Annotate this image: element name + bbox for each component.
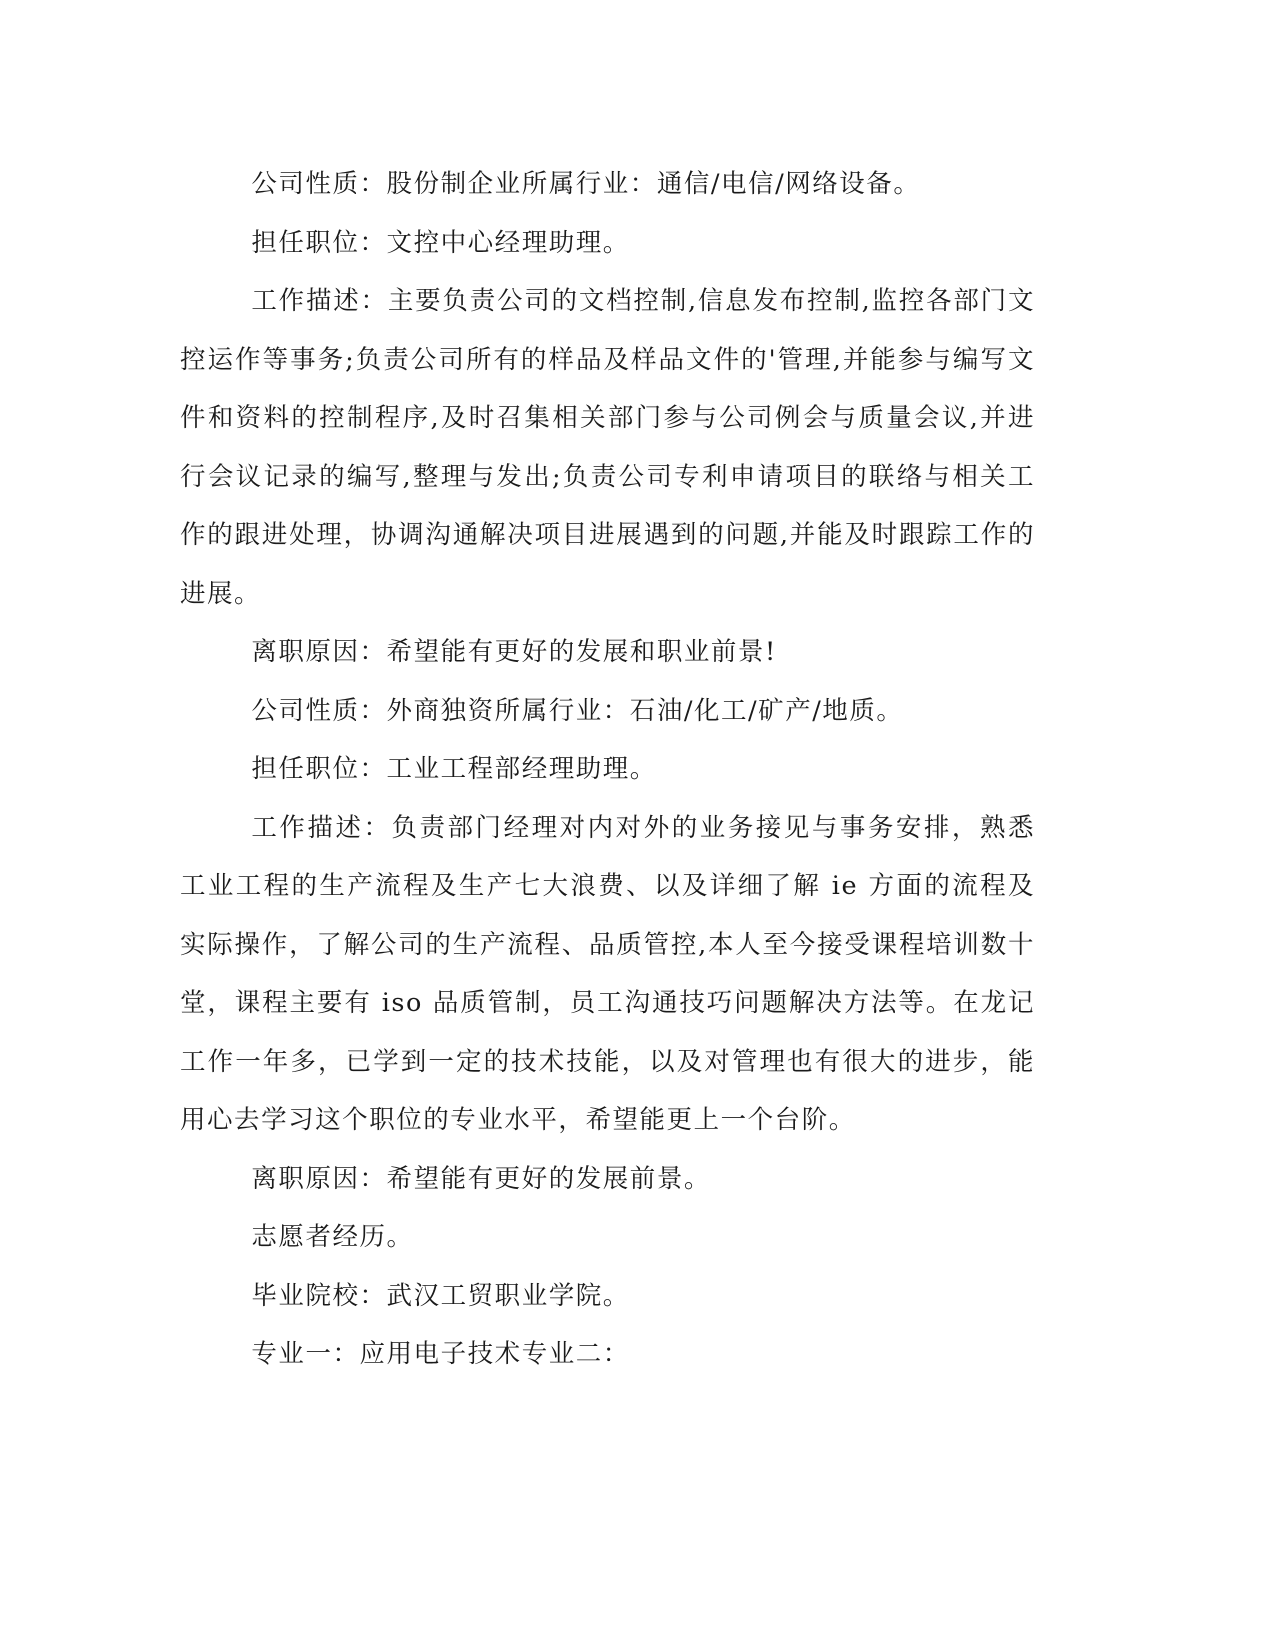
company-nature-2: 公司性质：外商独资所属行业：石油/化工/矿产/地质。: [251, 695, 904, 726]
graduate-school: 毕业院校：武汉工贸职业学院。: [251, 1280, 630, 1311]
leaving-reason-2: 离职原因：希望能有更好的发展前景。: [251, 1163, 711, 1194]
majors: 专业一：应用电子技术专业二：: [251, 1339, 630, 1369]
company-nature-1: 公司性质：股份制企业所属行业：通信/电信/网络设备。: [251, 169, 921, 199]
position-1: 担任职位：文控中心经理助理。: [251, 227, 630, 258]
leaving-reason-1: 离职原因：希望能有更好的发展和职业前景!: [251, 637, 777, 667]
position-2: 担任职位：工业工程部经理助理。: [251, 754, 657, 784]
job-description-1: 工作描述：主要负责公司的文档控制,信息发布控制,监控各部门文控运作等事务;负责公司所有的样品及样品文件的'管理,并能参与编写文件和资料的控制程序,及时召集相关部门参与公司例会与质量会议,并进行会议记录的编写,整理与发出;负责公司专利申请项目的联络与相关工作的跟进处理，协调沟通解决项目进展遇到的问题,并能及时跟踪工作的进展。: [180, 286, 1035, 609]
job-description-2: 工作描述：负责部门经理对内对外的业务接见与事务安排，熟悉工业工程的生产流程及生产七大浪费、以及详细了解 ie 方面的流程及实际操作，了解公司的生产流程、品质管控,本人至今接受课程培训数十堂，课程主要有 iso 品质管制，员工沟通技巧问题解决方法等。在龙记工作一年多，已学到一定的技术技能，以及对管理也有很大的进步，能用心去学习这个职位的专业水平，希望能更上一个台阶。: [180, 812, 1035, 1135]
volunteer-heading: 志愿者经历。: [251, 1222, 414, 1252]
document-body: [180, 155, 1035, 1384]
